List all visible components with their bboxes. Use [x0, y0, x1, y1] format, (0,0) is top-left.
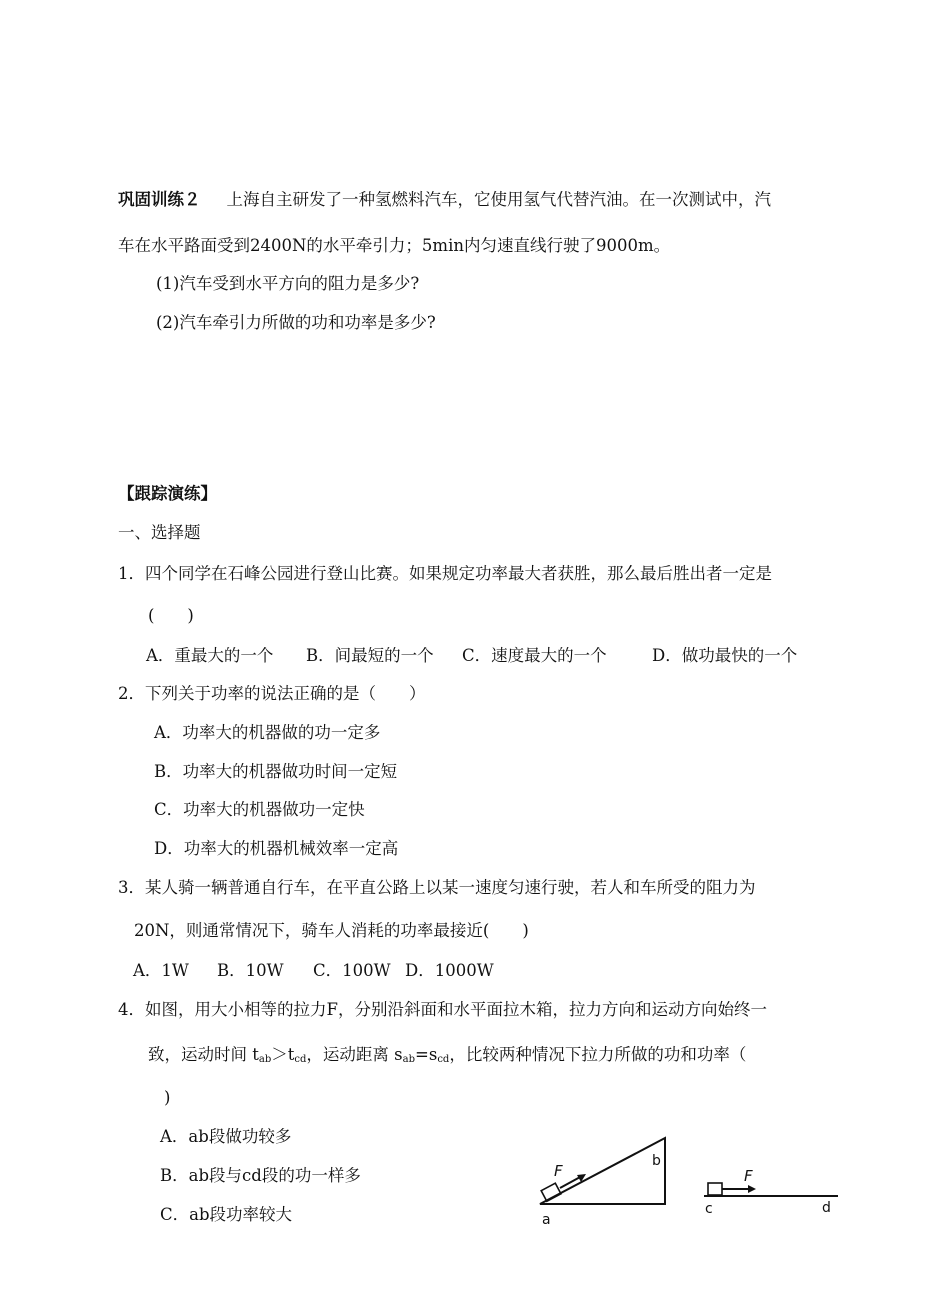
q4-option-a: A．ab段做功较多 — [160, 1127, 292, 1146]
q1-options — [146, 645, 797, 667]
incline-label-b: b — [652, 1153, 661, 1169]
incline-label-a: a — [542, 1212, 551, 1228]
q1-stem-line-1: 1．四个同学在石峰公园进行登山比赛。如果规定功率最大者获胜，那么最后胜出者一定是 — [118, 564, 772, 583]
q1-option-a: A．重最大的一个 — [146, 646, 274, 665]
practice-heading: 巩固训练２ — [118, 190, 201, 209]
q3-options — [133, 960, 494, 982]
practice-sub-question-1: (1)汽车受到水平方向的阻力是多少? — [156, 274, 420, 293]
q2-stem: 2．下列关于功率的说法正确的是（ ） — [118, 684, 426, 703]
q4-text-c: ，运动距离 s — [306, 1045, 403, 1064]
incline-box — [541, 1183, 561, 1201]
q4-text-e: ，比较两种情况下拉力所做的功和功率（ — [449, 1045, 747, 1064]
q1-option-d: D．做功最快的一个 — [652, 646, 798, 665]
horizontal-label-c: c — [705, 1201, 713, 1217]
horizontal-label-f: F — [744, 1167, 753, 1185]
q4-text-b: ＞t — [271, 1045, 295, 1064]
practice-text-1: 上海自主研发了一种氢燃料汽车，它使用氢气代替汽油。在一次测试中，汽 — [226, 190, 771, 209]
horizontal-diagram — [700, 1162, 840, 1222]
practice-sub-question-2: (2)汽车牵引力所做的功和功率是多少? — [156, 313, 436, 332]
q4-text-a: 致，运动时间 t — [148, 1045, 259, 1064]
q4-text-d: =s — [415, 1045, 438, 1064]
q4-sub-scd: cd — [437, 1054, 450, 1065]
incline-label-f: F — [554, 1162, 563, 1180]
part-title: 一、选择题 — [118, 523, 201, 542]
q3-option-a: A．1W — [133, 961, 189, 980]
q3-option-c: C．100W — [313, 961, 391, 980]
horizontal-arrowhead — [748, 1185, 756, 1193]
horizontal-label-d: d — [822, 1200, 831, 1216]
q2-option-c: C．功率大的机器做功一定快 — [154, 800, 365, 819]
q1-option-c: C．速度最大的一个 — [462, 646, 607, 665]
q1-stem-line-2: ( ) — [148, 606, 194, 625]
q3-stem-line-1: 3．某人骑一辆普通自行车，在平直公路上以某一速度匀速行驶，若人和车所受的阻力为 — [118, 878, 756, 897]
q4-sub-tab: ab — [258, 1054, 272, 1065]
q2-option-a: A．功率大的机器做的功一定多 — [154, 723, 381, 742]
q3-option-d: D．1000W — [405, 961, 494, 980]
incline-diagram — [532, 1128, 682, 1228]
q2-option-d: D．功率大的机器机械效率一定高 — [154, 839, 399, 858]
q2-option-b: B．功率大的机器做功时间一定短 — [154, 762, 398, 781]
horizontal-box — [708, 1183, 722, 1195]
q4-stem-line-2 — [148, 1044, 746, 1071]
q3-stem-line-2: 20N，则通常情况下，骑车人消耗的功率最接近( ) — [134, 921, 529, 940]
q4-stem-line-1: 4．如图，用大小相等的拉力F，分别沿斜面和水平面拉木箱，拉力方向和运动方向始终一 — [118, 1000, 767, 1019]
q4-sub-sab: ab — [402, 1054, 416, 1065]
q1-option-b: B．间最短的一个 — [306, 646, 434, 665]
q4-sub-tcd: cd — [294, 1054, 307, 1065]
practice-line-2: 车在水平路面受到2400N的水平牵引力；5min内匀速直线行驶了9000m。 — [118, 236, 671, 255]
q4-stem-line-3: ) — [164, 1088, 171, 1107]
q3-option-b: B．10W — [217, 961, 284, 980]
q4-option-c: C．ab段功率较大 — [160, 1205, 293, 1224]
practice-line-1 — [118, 189, 771, 211]
q4-option-b: B．ab段与cd段的功一样多 — [160, 1166, 361, 1185]
section-title: 【跟踪演练】 — [118, 484, 217, 503]
